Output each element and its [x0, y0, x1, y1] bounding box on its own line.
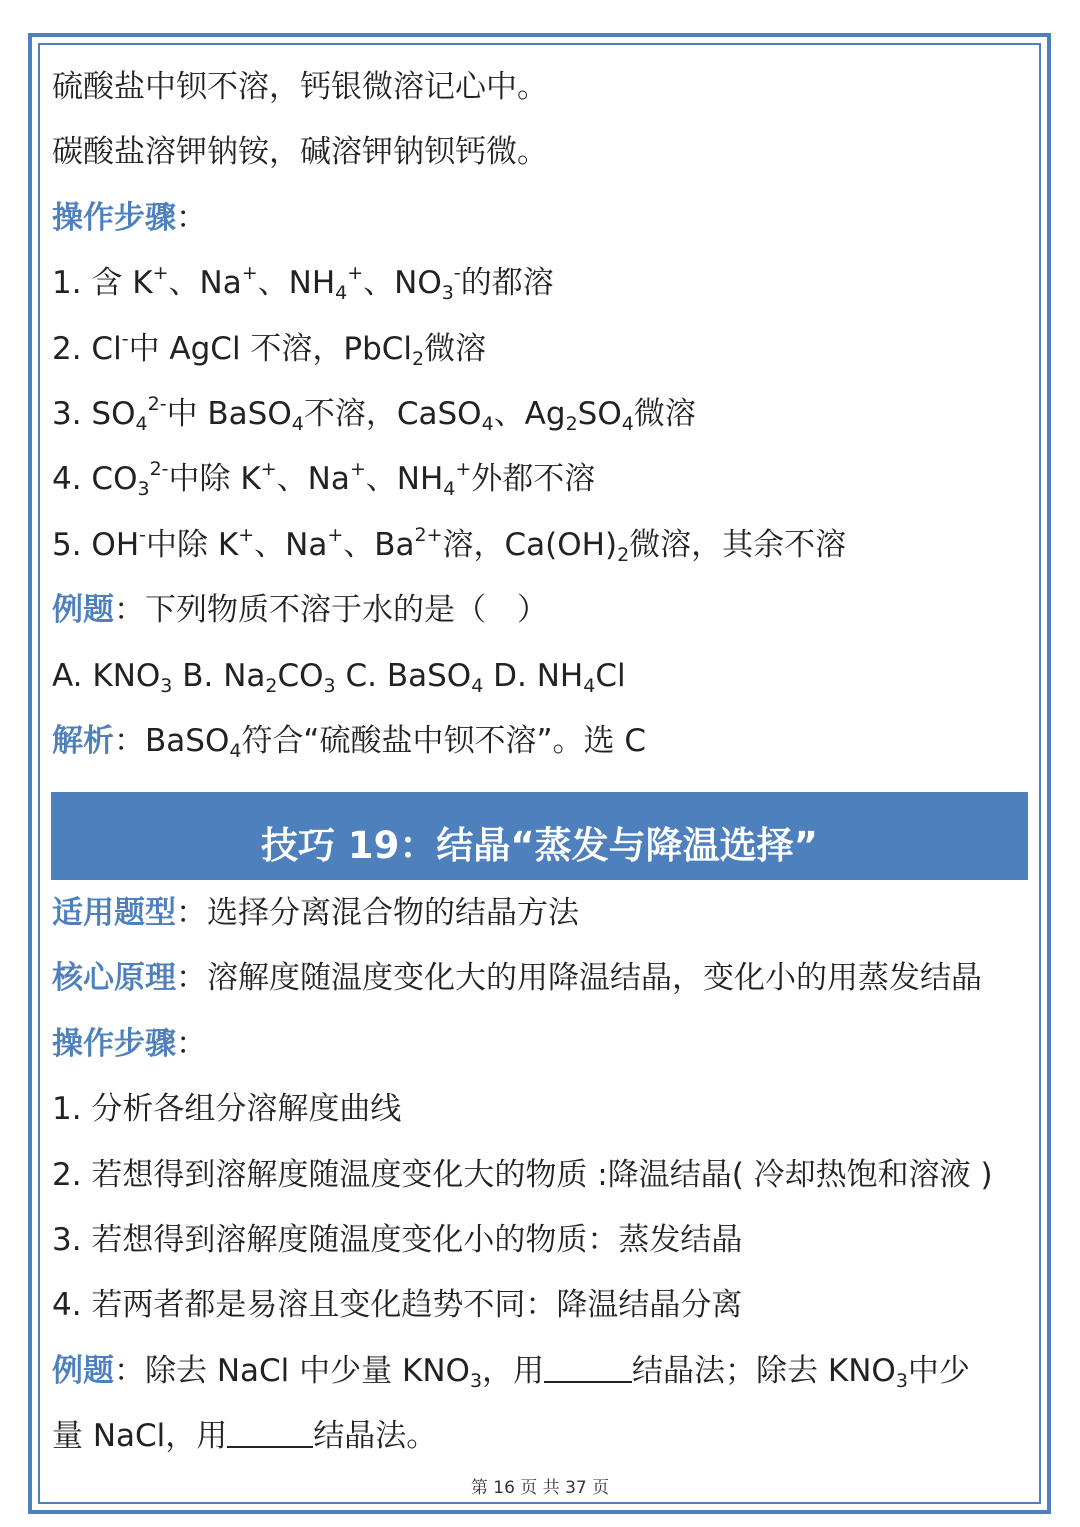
crystal-example-text-a: ：除去 NaCl 中少量 KNO: [114, 1352, 470, 1389]
step-1-text-c: 、NH: [257, 265, 336, 302]
type-text: ：选择分离混合物的结晶方法: [176, 895, 579, 931]
step-1-text-b: 、Na: [168, 265, 242, 302]
step-2-text-a: 2. Cl: [52, 330, 122, 367]
crystal-example-text-c: 结晶法；除去 KNO: [632, 1352, 896, 1389]
step-5-text-c: 、Na: [254, 526, 328, 563]
sup: -: [121, 327, 129, 350]
steps-colon: ：: [176, 199, 207, 236]
crystal-step-4-text: 4. 若两者都是易溶且变化趋势不同：降温结晶分离: [52, 1287, 743, 1324]
step-2: [52, 320, 1037, 385]
sub: 4: [583, 674, 596, 697]
step-5-text-f: 微溶，其余不溶: [629, 526, 847, 563]
sub: 4: [443, 478, 456, 501]
sup: 2+: [414, 523, 443, 546]
option-c: C. BaSO: [335, 657, 472, 694]
option-b: B. Na: [172, 657, 266, 694]
steps-label: 操作步骤: [52, 199, 176, 236]
step-5-text-a: 5. OH: [52, 526, 140, 563]
step-5: [52, 516, 1037, 581]
sub: 4: [135, 412, 148, 435]
sub: 3: [441, 282, 454, 305]
option-d-2: Cl: [595, 657, 626, 694]
steps-label-2: 操作步骤: [52, 1025, 176, 1062]
crystal-step-4: [52, 1276, 1037, 1341]
type-label: 适用题型: [52, 895, 176, 931]
crystal-step-1-text: 1. 分析各组分溶解度曲线: [52, 1091, 402, 1128]
step-3-text-b: 中 BaSO: [166, 395, 292, 432]
step-5-text-d: 、Ba: [343, 526, 415, 563]
step-4-text-a: 4. CO: [52, 461, 138, 498]
sup: +: [241, 262, 258, 285]
step-4-text-c: 、Na: [276, 461, 350, 498]
step-1-text-a: 1. 含 K: [52, 265, 153, 302]
example-options: [52, 647, 1037, 712]
crystal-step-3-text: 3. 若想得到溶解度随温度变化小的物质：蒸发结晶: [52, 1221, 743, 1258]
rule-carbonate-text: 碳酸盐溶钾钠铵，碱溶钾钠钡钙微。: [52, 134, 548, 171]
bottom-section: [52, 884, 1037, 1473]
step-4-text-b: 中除 K: [168, 461, 261, 498]
crystal-step-3: [52, 1211, 1037, 1276]
step-3: [52, 385, 1037, 450]
step-3-text-a: 3. SO: [52, 395, 136, 432]
option-a: A. KNO: [52, 657, 161, 694]
step-1-text-d: 、NO: [363, 265, 442, 302]
example-question: [52, 581, 1037, 646]
sup: 2-: [149, 458, 169, 481]
step-3-text-c: 不溶，CaSO: [303, 395, 482, 432]
sub: 2: [265, 674, 278, 697]
sub: 4: [229, 739, 242, 762]
answer-blank-1[interactable]: [544, 1353, 632, 1383]
sub: 2: [565, 412, 578, 435]
steps-colon-2: ：: [176, 1025, 207, 1062]
sup: +: [347, 262, 364, 285]
step-4-text-e: 外都不溶: [471, 461, 596, 498]
analysis-label: 解析: [52, 722, 114, 759]
answer-blank-2[interactable]: [227, 1418, 313, 1448]
step-3-text-e: SO: [577, 395, 622, 432]
top-section: [52, 58, 1037, 777]
principle-text: ：溶解度随温度变化大的用降温结晶，变化小的用蒸发结晶: [176, 960, 982, 997]
analysis-text-b: 符合“硫酸盐中钡不溶”。选 C: [241, 722, 647, 759]
rule-sulfate: [52, 58, 1037, 123]
sub: 3: [895, 1369, 908, 1392]
sup: +: [455, 458, 472, 481]
example-label: 例题: [52, 592, 114, 629]
crystal-example2-text-b: 结晶法。: [313, 1418, 438, 1455]
step-3-text-f: 微溶: [633, 395, 696, 432]
sup: 2-: [147, 392, 167, 415]
crystal-example-text-d: 中少: [907, 1352, 970, 1389]
step-5-text-b: 中除 K: [146, 526, 239, 563]
step-4-text-d: 、NH: [365, 461, 444, 498]
sup: +: [349, 458, 366, 481]
sup: +: [152, 262, 169, 285]
core-principle: [52, 949, 1037, 1014]
sub: 3: [323, 674, 336, 697]
sub: 4: [471, 674, 484, 697]
sub: 2: [412, 347, 425, 370]
steps-heading: [52, 189, 1037, 254]
option-d: D. NH: [483, 657, 584, 694]
analysis: [52, 712, 1037, 777]
step-3-text-d: 、Ag: [493, 395, 566, 432]
step-5-text-e: 溶，Ca(OH): [442, 526, 618, 563]
sub: 4: [291, 412, 304, 435]
crystal-step-1: [52, 1080, 1037, 1145]
sub: 3: [469, 1369, 483, 1392]
example-text: ：下列物质不溶于水的是（ ）: [114, 592, 548, 629]
principle-label: 核心原理: [52, 960, 176, 997]
sup: +: [327, 523, 344, 546]
sub: 3: [160, 674, 173, 697]
step-4: [52, 450, 1037, 515]
step-1-text-e: 的都溶: [460, 265, 554, 302]
rule-sulfate-text: 硫酸盐中钡不溶，钙银微溶记心中。: [52, 69, 548, 105]
crystal-example-label: 例题: [52, 1352, 114, 1389]
sup: +: [260, 458, 277, 481]
crystal-example-cont: [52, 1407, 1037, 1472]
sub: 4: [481, 412, 494, 435]
analysis-text-a: ：BaSO: [114, 722, 230, 759]
sub: 4: [335, 282, 348, 305]
crystal-example: [52, 1342, 1037, 1407]
sub: 2: [617, 543, 630, 566]
steps-heading-2: [52, 1015, 1037, 1080]
page-number: 第 16 页 共 37 页: [470, 1478, 610, 1498]
applicable-type: [52, 884, 1037, 949]
sup: -: [139, 523, 147, 546]
section-banner-title: 技巧 19：结晶“蒸发与降温选择”: [51, 792, 1028, 880]
crystal-example-text-b: ，用: [482, 1352, 545, 1389]
sub: 4: [621, 412, 634, 435]
sup: -: [453, 262, 461, 285]
step-2-text-c: 微溶: [424, 330, 487, 367]
step-1: [52, 254, 1037, 319]
sup: +: [238, 523, 255, 546]
step-2-text-b: 中 AgCl 不溶，PbCl: [128, 330, 413, 367]
rule-carbonate: [52, 123, 1037, 188]
crystal-example2-text-a: 量 NaCl，用: [52, 1418, 228, 1455]
sub: 3: [137, 478, 150, 501]
crystal-step-2: [52, 1146, 1037, 1211]
option-b-2: CO: [277, 657, 324, 694]
crystal-step-2-text: 2. 若想得到溶解度随温度变化大的物质 :降温结晶( 冷却热饱和溶液 ): [52, 1156, 993, 1193]
